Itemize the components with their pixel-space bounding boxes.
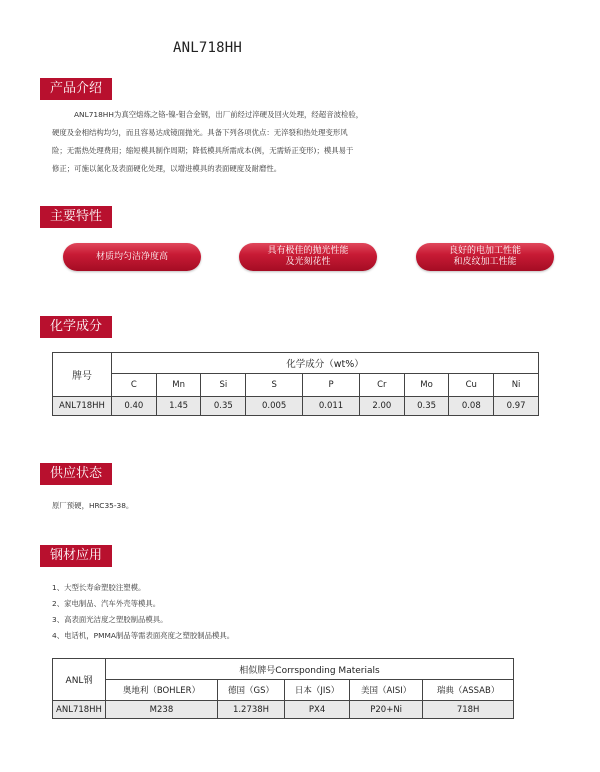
intro-paragraph [52,106,552,178]
section-heading-chemistry: 化学成分 [40,316,112,338]
list-item: 3、高表面光洁度之塑胶制品模具。 [52,615,168,624]
value-cell: PX4 [285,701,350,719]
equivalents-table [52,658,514,719]
grade-cell: ANL718HH [53,701,106,719]
grade-cell: ANL718HH [53,397,112,416]
feature-pill [416,243,554,271]
feature-text: 良好的电加工性能 [448,246,521,256]
element-header: S [246,374,303,397]
composition-header: 化学成分（wt%） [112,353,539,374]
value-cell: 0.97 [494,397,539,416]
value-cell: 0.005 [246,397,303,416]
page-title: ANL718HH [173,40,243,56]
table-row [53,397,539,416]
element-header: Cr [359,374,404,397]
value-cell: 1.45 [156,397,201,416]
value-cell: 0.40 [112,397,157,416]
value-cell: 2.00 [359,397,404,416]
feature-pill [63,243,201,271]
grade-header: 牌号 [53,353,112,397]
country-header: 美国（AISI） [350,680,423,701]
section-heading-supply: 供应状态 [40,463,112,485]
element-header: Mo [404,374,449,397]
intro-line: 修正；可施以氮化及表面硬化处理，以增进模具的表面硬度及耐磨性。 [52,164,282,173]
feature-text: 材质均匀洁净度高 [95,251,168,262]
value-cell: 0.35 [404,397,449,416]
element-header: P [303,374,360,397]
intro-line: 硬度及金相结构均匀，而且容易达成镜面抛光。具备下列各项优点：无淬裂和热处理变形风 [52,128,348,137]
intro-line: ANL718HH为真空熔炼之铬-镍-钼合金钢，出厂前经过淬硬及回火处理，经超音波检验， [74,110,364,119]
feature-pill [239,243,377,271]
country-header: 日本（JIS） [285,680,350,701]
applications-list [52,580,234,644]
intro-line: 险；无需热处理费用；缩短模具制作周期；降低模具所需成本(例，无需矫正变形)；模具易于 [52,146,354,155]
element-header: Ni [494,374,539,397]
value-cell: 718H [423,701,514,719]
feature-text: 和皮纹加工性能 [453,257,517,267]
table-row [53,701,514,719]
section-heading-applications: 钢材应用 [40,545,112,567]
element-header: C [112,374,157,397]
feature-text: 具有极佳的抛光性能 [267,246,349,256]
country-header: 奥地利（BOHLER） [106,680,218,701]
value-cell: 0.08 [449,397,494,416]
list-item: 1、大型长寿命塑胶注塑模。 [52,583,146,592]
chemistry-table [52,352,539,416]
grade-header: ANL钢 [53,659,106,701]
equivalents-header: 相似牌号Corrsponding Materials [106,659,514,680]
feature-text: 及光刻花性 [285,257,331,267]
value-cell: 0.35 [201,397,246,416]
supply-text: 原厂预硬，HRC35-38。 [52,501,134,510]
value-cell: P20+Ni [350,701,423,719]
value-cell: 1.2738H [217,701,284,719]
country-header: 瑞典（ASSAB） [423,680,514,701]
list-item: 4、电话机，PMMA制品等需表面亮度之塑胶制品模具。 [52,631,235,640]
section-heading-features: 主要特性 [40,206,112,228]
value-cell: 0.011 [303,397,360,416]
value-cell: M238 [106,701,218,719]
list-item: 2、家电制品、汽车外壳等模具。 [52,599,161,608]
element-header: Si [201,374,246,397]
country-header: 德国（GS） [217,680,284,701]
element-header: Mn [156,374,201,397]
element-header: Cu [449,374,494,397]
section-heading-intro: 产品介绍 [40,78,112,100]
